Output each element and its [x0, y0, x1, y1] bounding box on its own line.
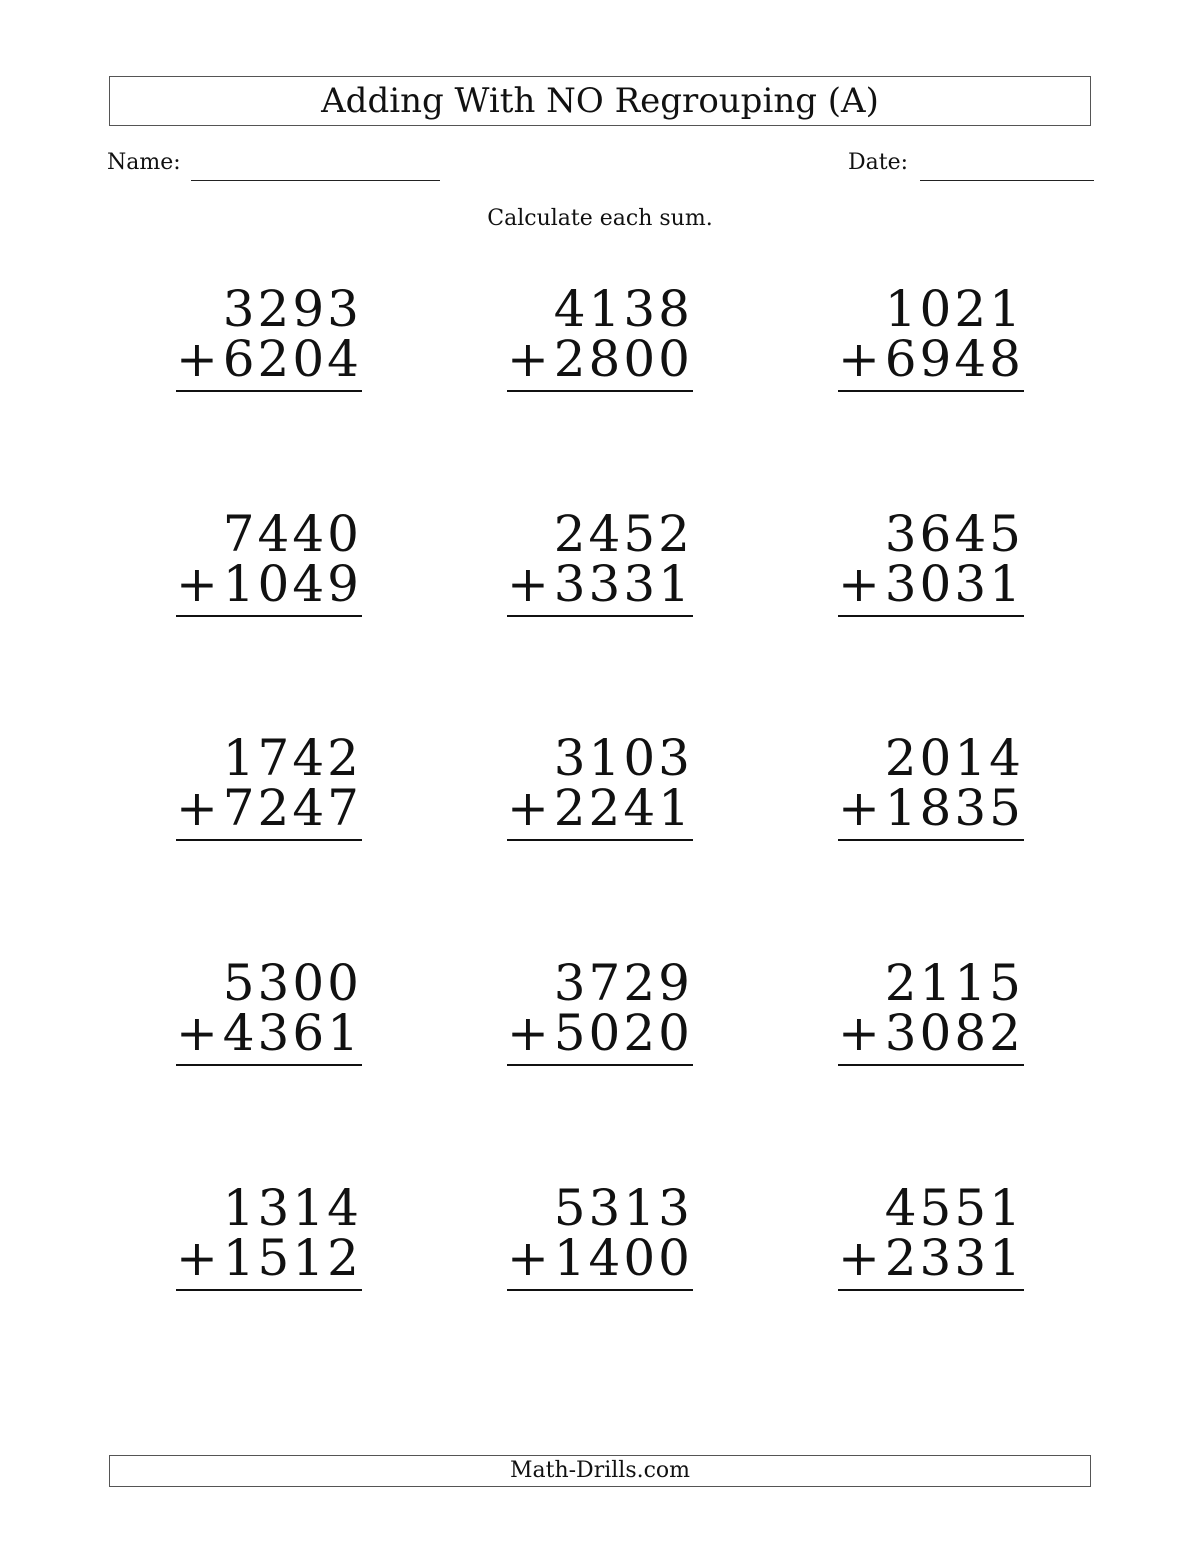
- addend-bottom: 6948: [884, 330, 1024, 388]
- problem: [507, 1179, 693, 1295]
- addend-top: 2014: [884, 729, 1024, 787]
- plus-sign: +: [176, 1004, 218, 1062]
- answer-line: [507, 839, 693, 841]
- addend-bottom: 3331: [553, 555, 693, 613]
- answer-line: [176, 390, 362, 392]
- addend-top: 3645: [884, 505, 1024, 563]
- plus-sign: +: [507, 555, 549, 613]
- plus-sign: +: [838, 1229, 880, 1287]
- plus-sign: +: [838, 779, 880, 837]
- answer-line: [838, 615, 1024, 617]
- plus-sign: +: [176, 330, 218, 388]
- problem: [838, 505, 1024, 621]
- addend-bottom: 2241: [553, 779, 693, 837]
- problem: [176, 280, 362, 396]
- plus-sign: +: [507, 330, 549, 388]
- plus-sign: +: [838, 1004, 880, 1062]
- answer-line: [176, 615, 362, 617]
- addend-bottom: 1835: [884, 779, 1024, 837]
- addend-top: 1021: [884, 280, 1024, 338]
- answer-line: [176, 1289, 362, 1291]
- plus-sign: +: [507, 1004, 549, 1062]
- plus-sign: +: [838, 330, 880, 388]
- instructions: Calculate each sum.: [487, 206, 713, 231]
- answer-line: [176, 1064, 362, 1066]
- addend-top: 3729: [553, 954, 693, 1012]
- problem: [838, 729, 1024, 845]
- problem: [176, 729, 362, 845]
- problem: [176, 1179, 362, 1295]
- problem: [838, 954, 1024, 1070]
- addend-top: 4551: [884, 1179, 1024, 1237]
- addend-top: 2115: [884, 954, 1024, 1012]
- addend-top: 3293: [222, 280, 362, 338]
- addend-bottom: 5020: [553, 1004, 693, 1062]
- addend-bottom: 3031: [884, 555, 1024, 613]
- answer-line: [507, 1064, 693, 1066]
- addend-top: 7440: [222, 505, 362, 563]
- addend-top: 5300: [222, 954, 362, 1012]
- problem: [176, 954, 362, 1070]
- answer-line: [838, 1064, 1024, 1066]
- addend-bottom: 6204: [222, 330, 362, 388]
- plus-sign: +: [176, 779, 218, 837]
- addend-top: 4138: [553, 280, 693, 338]
- plus-sign: +: [176, 555, 218, 613]
- addend-bottom: 1512: [222, 1229, 362, 1287]
- worksheet-title: Adding With NO Regrouping (A): [109, 76, 1091, 126]
- answer-line: [507, 615, 693, 617]
- addend-bottom: 2800: [553, 330, 693, 388]
- answer-line: [838, 839, 1024, 841]
- problem: [838, 1179, 1024, 1295]
- addend-top: 1742: [222, 729, 362, 787]
- problem: [507, 505, 693, 621]
- addend-bottom: 3082: [884, 1004, 1024, 1062]
- addend-top: 2452: [553, 505, 693, 563]
- problem: [507, 280, 693, 396]
- problem: [507, 729, 693, 845]
- answer-line: [176, 839, 362, 841]
- plus-sign: +: [176, 1229, 218, 1287]
- name-label: Name:: [107, 150, 181, 175]
- answer-line: [507, 1289, 693, 1291]
- problem: [507, 954, 693, 1070]
- problem: [176, 505, 362, 621]
- date-label: Date:: [848, 150, 909, 175]
- plus-sign: +: [838, 555, 880, 613]
- answer-line: [838, 1289, 1024, 1291]
- addend-bottom: 2331: [884, 1229, 1024, 1287]
- addend-bottom: 1400: [553, 1229, 693, 1287]
- addend-bottom: 7247: [222, 779, 362, 837]
- addend-top: 3103: [553, 729, 693, 787]
- addend-top: 1314: [222, 1179, 362, 1237]
- answer-line: [838, 390, 1024, 392]
- answer-line: [507, 390, 693, 392]
- addend-bottom: 4361: [222, 1004, 362, 1062]
- problem: [838, 280, 1024, 396]
- addend-bottom: 1049: [222, 555, 362, 613]
- footer-site-name: Math-Drills.com: [109, 1455, 1091, 1487]
- plus-sign: +: [507, 1229, 549, 1287]
- addend-top: 5313: [553, 1179, 693, 1237]
- plus-sign: +: [507, 779, 549, 837]
